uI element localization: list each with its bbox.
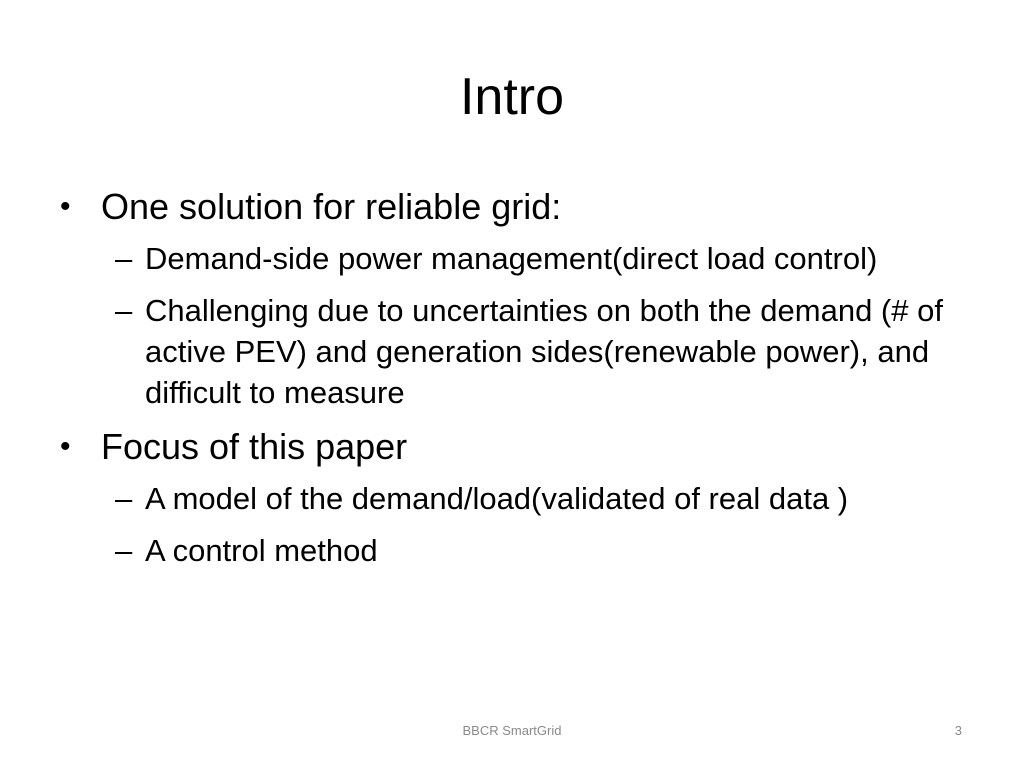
footer-text: BBCR SmartGrid: [462, 723, 562, 738]
sub-bullet-text: Challenging due to uncertainties on both the demand (# of active PEV) and generation sides(renewable power), and difficult to measure: [145, 293, 943, 410]
sub-bullet-list: [58, 238, 958, 413]
sub-bullet-text: A model of the demand/load(validated of real data ): [145, 481, 849, 516]
sub-bullet-text: Demand-side power management(direct load control): [145, 241, 878, 276]
page-number: 3: [954, 723, 962, 738]
bullet-marker: •: [60, 190, 71, 223]
sub-bullet-text: A control method: [145, 533, 378, 568]
sub-bullet-marker: –: [115, 533, 133, 568]
bullet-text: One solution for reliable grid:: [101, 186, 562, 227]
bullet-list: [58, 184, 958, 582]
sub-bullet-item: [115, 478, 958, 519]
sub-bullet-list: [58, 478, 958, 571]
bullet-marker: •: [60, 430, 71, 463]
bullet-text: Focus of this paper: [101, 426, 408, 467]
bullet-item: [58, 424, 958, 470]
sub-bullet-item: [115, 238, 958, 279]
sub-bullet-item: [115, 530, 958, 571]
bullet-item: [58, 184, 958, 230]
sub-bullet-marker: –: [115, 293, 133, 328]
sub-bullet-marker: –: [115, 481, 133, 516]
sub-bullet-marker: –: [115, 241, 133, 276]
sub-bullet-item: [115, 290, 958, 413]
slide-title: Intro: [459, 68, 565, 126]
